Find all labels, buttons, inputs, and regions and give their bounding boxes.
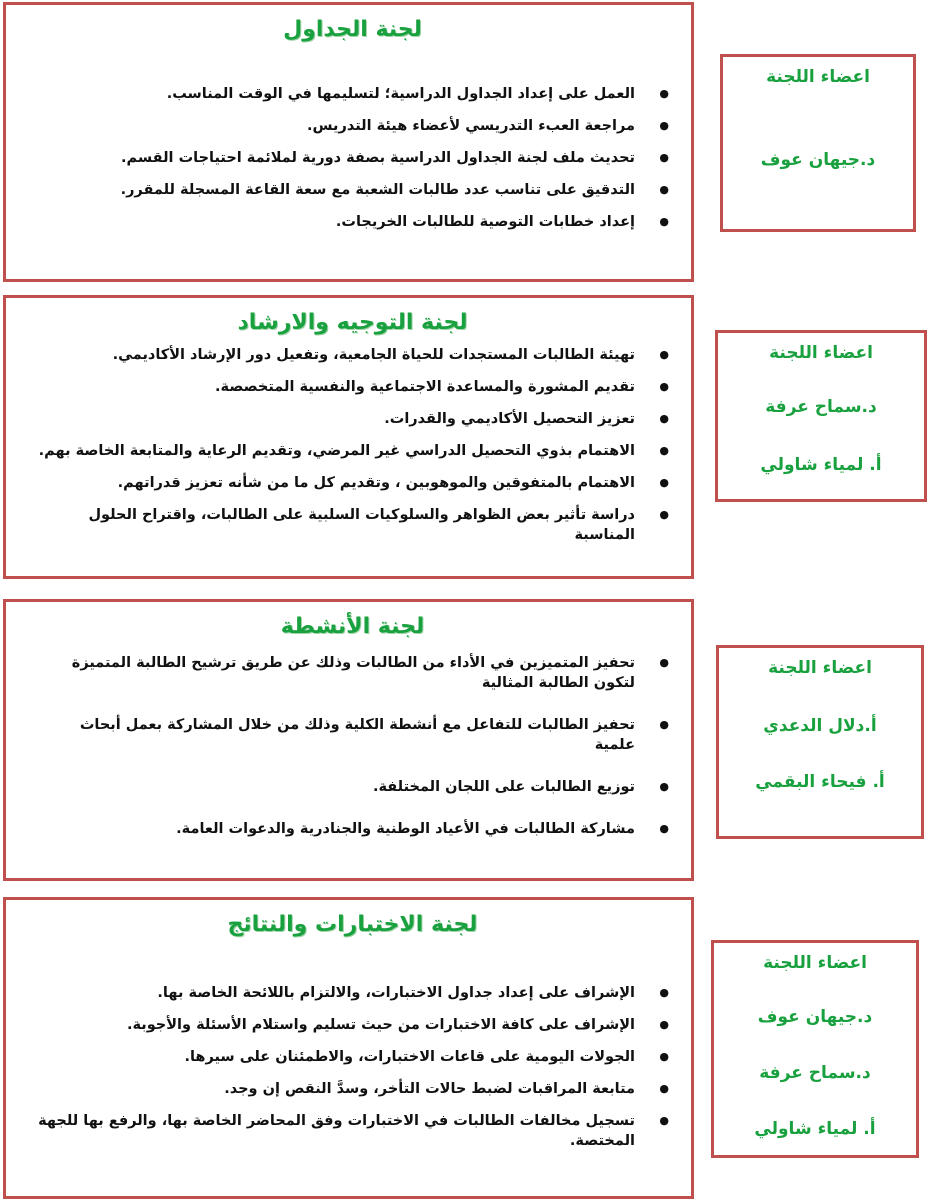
member-name: أ. فيحاء البقمي bbox=[755, 772, 885, 792]
committee-item: ● الاهتمام بالمتفوقين والموهوبين ، وتقديم كل ما من شأنه تعزيز قدراتهم. bbox=[36, 473, 669, 493]
committee-box-guidance bbox=[3, 295, 694, 579]
committee-item: ● تحديث ملف لجنة الجداول الدراسية بصفة دورية لملائمة احتياجات القسم. bbox=[36, 148, 669, 168]
member-name: أ.دلال الدعدي bbox=[763, 716, 877, 736]
members-box-schedules bbox=[720, 54, 916, 232]
committee-item: ● دراسة تأثير بعض الظواهر والسلوكيات السلبية على الطالبات، واقتراح الحلول المناسبة bbox=[36, 505, 669, 545]
committee-item: ● تعزيز التحصيل الأكاديمي والقدرات. bbox=[36, 409, 669, 429]
member-name: أ. لمياء شاولي bbox=[754, 1119, 876, 1139]
members-box-activities bbox=[716, 645, 924, 839]
committee-item: ● تسجيل مخالفات الطالبات في الاختبارات وفق المحاضر الخاصة بها، والرفع بها للجهة المختصة. bbox=[36, 1111, 669, 1151]
committee-box-exams bbox=[3, 897, 694, 1199]
committee-item: ● مشاركة الطالبات في الأعياد الوطنية والجنادرية والدعوات العامة. bbox=[36, 819, 669, 839]
committee-item: ● إعداد خطابات التوصية للطالبات الخريجات. bbox=[36, 212, 669, 232]
committee-item: ● العمل على إعداد الجداول الدراسية؛ لتسليمها في الوقت المناسب. bbox=[36, 84, 669, 104]
members-label: اعضاء اللجنة bbox=[766, 67, 870, 87]
committee-box-activities bbox=[3, 599, 694, 881]
members-label: اعضاء اللجنة bbox=[763, 953, 867, 973]
member-name: د.سماح عرفة bbox=[759, 1063, 871, 1083]
committee-item: ● الجولات اليومية على قاعات الاختبارات، والاطمئنان على سيرها. bbox=[36, 1047, 669, 1067]
committee-item: ● تقديم المشورة والمساعدة الاجتماعية والنفسية المتخصصة. bbox=[36, 377, 669, 397]
members-box-guidance bbox=[715, 330, 927, 502]
committee-item: ● الإشراف على إعداد جداول الاختبارات، والالتزام باللائحة الخاصة بها. bbox=[36, 983, 669, 1003]
committee-title: لجنة الاختبارات والنتائج bbox=[227, 912, 478, 937]
committee-item: ● تهيئة الطالبات المستجدات للحياة الجامعية، وتفعيل دور الإرشاد الأكاديمي. bbox=[36, 345, 669, 365]
committee-title: لجنة التوجيه والارشاد bbox=[237, 310, 468, 335]
committee-item: ● الاهتمام بذوي التحصيل الدراسي غير المرضي، وتقديم الرعاية والمتابعة الخاصة بهم. bbox=[36, 441, 669, 461]
committee-item: ● توزيع الطالبات على اللجان المختلفة. bbox=[36, 777, 669, 797]
committee-item: ● متابعة المراقبات لضبط حالات التأخر، وسدَّ النقص إن وجد. bbox=[36, 1079, 669, 1099]
members-box-exams bbox=[711, 940, 919, 1158]
committee-item: ● الإشراف على كافة الاختبارات من حيث تسليم واستلام الأسئلة والأجوبة. bbox=[36, 1015, 669, 1035]
committee-title: لجنة الأنشطة bbox=[280, 614, 425, 639]
committee-item: ● التدقيق على تناسب عدد طالبات الشعبة مع سعة القاعة المسجلة للمقرر. bbox=[36, 180, 669, 200]
committee-box-schedules bbox=[3, 2, 694, 282]
committee-title: لجنة الجداول bbox=[283, 17, 422, 42]
members-label: اعضاء اللجنة bbox=[769, 343, 873, 363]
member-name: د.جيهان عوف bbox=[760, 150, 876, 170]
committee-item: ● تحفيز المتميزين في الأداء من الطالبات وذلك عن طريق ترشيح الطالبة المتميزة لتكون الطالبة المثالية bbox=[36, 653, 669, 693]
member-name: د.جيهان عوف bbox=[757, 1007, 873, 1027]
members-label: اعضاء اللجنة bbox=[768, 658, 872, 678]
member-name: أ. لمياء شاولي bbox=[760, 455, 882, 475]
committee-item: ● تحفيز الطالبات للتفاعل مع أنشطة الكلية وذلك من خلال المشاركة بعمل أبحاث علمية bbox=[36, 715, 669, 755]
committee-item: ● مراجعة العبء التدريسي لأعضاء هيئة التدريس. bbox=[36, 116, 669, 136]
member-name: د.سماح عرفة bbox=[765, 397, 877, 417]
